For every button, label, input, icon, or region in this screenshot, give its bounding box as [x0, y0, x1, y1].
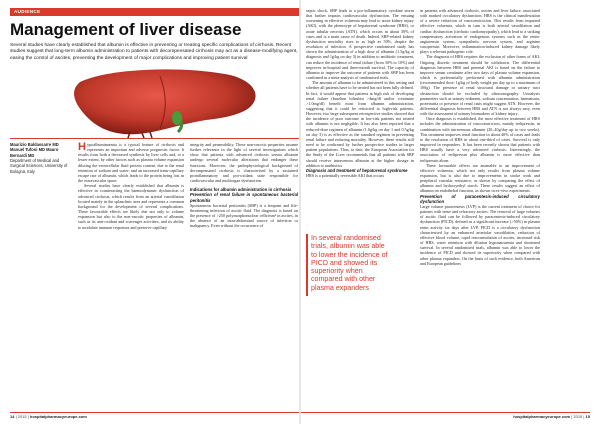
paragraph: The diagnosis of HRS requires the exclusion of other forms of AKI. Ongoing diuretic treatment should be withdrawn. The differential diagnosis between HRS and prerenal AKI is based on the failure to improve serum creatinine after two days of plasma volume expansion, which is preferentially performed with albumin administration (recommended dose: 1g/kg of body weight per day up to a maximum of 100g). The presence of renal structural damage or urinary tract obstruction should be excluded by ultrasonography. Urinalysis parameters such as urinary sediment, sodium concentration, haematuria, proteinuria or presence of renal casts might suggest ATN. However, the differential diagnosis between HRS and ATN is not always easy, even with the assessment of urinary biomarkers of kidney injury. [420, 54, 540, 117]
text-column-1 [78, 142, 184, 404]
subsection-heading: Diagnosis and treatment of hepatorenal syndrome [306, 167, 408, 173]
paragraph: Large volume paracentesis (LVP) is the current treatment of choice for patients with tense and refractory ascites. The removal of large volumes of ascitic fluid can be followed by paracentesis-induced circulatory dysfunction (PICD), defined as a significant increase (>50%) in plasma renin activity six days after LVP. PICD is a circulatory dysfunction characterised by an enhanced arteriolar vasodilation, reduction of effective blood volume, rapid reaccumulation of ascites, increased risk of HRS, water retention with dilution hyponatraemia and shortened survival. In several randomised trials, albumin was able to lower the incidence of PICD and showed its superiority when compared with other plasma expanders. On the basis of such evidence, both American and European guidelines [420, 203, 540, 266]
paragraph: ypoalbuminaemia is a typical feature of cirrhosis and represents an important and adverse prognostic factor. It results from both a decreased synthesis by liver cells and, to a lesser extent, by other factors such as plasma volume expansion diluting the extracellular fluid protein content, due to the renal retention of sodium and water; and an increased trans-capillary escape rate of albumin, which leads to the protein being lost in the extravascular space. [78, 142, 184, 184]
section-heading: Indications for albumin administration in cirrhosis [190, 187, 292, 193]
text-column-4 [420, 8, 540, 410]
footer-left: 14 | 2015 | hospitalpharmacyeurope.com [10, 414, 87, 419]
section-divider [10, 138, 299, 139]
subsection-heading: Prevention of renal failure in spontaneous bacterial peritonitis [190, 192, 298, 203]
pull-quote-text: In several randomised trials, albumin was able to lower the incidence of PICD and showed its superiority when compared with other plasma expanders [311, 234, 388, 292]
paragraph: HRS is a potentially reversible AKI that occurs [306, 173, 385, 178]
paragraph: septic shock, SBP leads to a pro-inflammatory cytokine storm that further impairs cardiovascular dysfunction. The ensuing worsening in effective volaemia may lead to acute kidney injury (AKI), with the phenotype of hepatorenal syndrome (HRS), or acute tubular necrosis (ATN), which occurs in about 30% of cases and is a main cause of death. Indeed, SBP-related kidney dysfunction mortality rises to as high as 50%, despite the resolution of infection. A prospective randomised study has shown the administration of a high dose of albumin (1.5g/kg at diagnosis and 1g/kg on day 3) in addition to antibiotic treatment, can reduce the incidence of renal failure (from 30% to 10%) and improves in-hospital and three-month survival. The capacity of albumin to improve the outcome of patients with SBP has been confirmed in a meta-analysis of randomised trials. [306, 8, 414, 81]
pull-quote [306, 234, 392, 292]
section-tag: AUDIENCE [10, 8, 299, 16]
footer-site-left: hospitalpharmacyeurope.com [29, 414, 87, 419]
text-column-3 [306, 8, 414, 233]
page-number-right: 15 [585, 414, 590, 419]
footer-rule-left [10, 412, 299, 413]
author-names: Maurizio Baldassarre MD Manuel Tufoni MD Mauro Bernardi MD [10, 142, 59, 158]
footer-rule-right [301, 412, 590, 413]
page-number-left: 14 [10, 414, 15, 419]
author-block [10, 142, 72, 174]
paragraph: Several studies have clearly established that albumin is effective in counteracting the haemodynamic dysfunction of advanced cirrhosis, which results from an arterial vasodilation located mainly in the splanchnic area and represents a common background for the development of several complications. These favourable effects are likely due not only to volume expansion but also to the non-oncotic properties of albumin, such as its anti-oxidant and scavenger activities, and its ability to modulate immune responses and preserve capillary [78, 183, 184, 230]
author-affiliation: Department of Medical and Surgical Sciences, University of Bologna, Italy [10, 158, 68, 174]
paragraph: The amount of albumin to be administered in this setting and whether all patients have to be treated has not been fully defined. In fact, it would appear that patients at high risk of developing renal failure (baseline bilirubin >4mg/dl and/or creatinine >1.0mg/dl) benefit most from albumin administration, suggesting that it could be restricted to high-risk patients. However, two large subsequent retrospective studies showed that the incidence of poor outcome in low-risk patients not treated with albumin is not negligible. It has also been reported that a reduced-dose regimen of albumin (1.0g/kg on day 1 and 0.5g/kg on day 3) is as effective as the standard regimen in preventing renal failure and reducing mortality. However, these results still need to be confirmed by further prospective studies in larger patient populations. Thus, to date, the European Association for the Study of the Liver recommends that all patients with SBP should receive intravenous albumin at the higher dosage in addition to antibiotics. [306, 80, 414, 168]
pull-quote-bar [306, 234, 308, 296]
article-title: Management of liver disease [10, 20, 242, 39]
subsection-heading: Prevention of paracentesis-induced circulatory dysfunction [420, 193, 540, 204]
article-standfirst: Several studies have clearly established that albumin is effective in preventing or treating specific complications of cirrhosis. Recent studies suggest that long-term albumin administration to patients with decompensated cirrhosis may act as a disease-modifying agent, easing the control of ascites, preventing the development of major complications and improving patient survival [10, 43, 298, 61]
paragraph: in patients with advanced cirrhosis, ascites and liver failure, associated with marked circulatory dysfunction. HRS is the clinical manifestation of a severe reduction of vasoconstriction. This results from impaired effective volaemia, which in turn is both arterial vasodilation and cardiac dysfunction (cirrhotic cardiomyopathy), which lead to a striking compensatory activation of endogenous systems such as the renin-angiotensin system, sympathetic nervous system, and arginine vasopressin. Moreover, inflammation-induced kidney damage likely plays a relevant pathogenic role. [420, 8, 540, 55]
text-column-2 [190, 142, 298, 412]
liver-icon [10, 62, 299, 138]
paragraph: integrity and permeability. These non-oncotic properties assume further relevance in the light of several investigations which show that patients with advanced cirrhosis serum albumin undergo several molecular alterations that endanger these functions. Moreover, the pathophysiological background of decompensated cirrhosis is characterised by a sustained proinflammatory and pro-oxidant state responsible for cardiovascular and multiorgan dysfunction. [190, 142, 298, 184]
footer-year-right: 2015 [573, 414, 583, 419]
drop-cap: H [78, 142, 86, 153]
footer-site-right: hospitalpharmacyeurope.com [513, 414, 571, 419]
paragraph: These favourable effects are amenable to an improvement of effective volaemia, which not only results from plasma volume expansion, but is also due to improvements in stroke work and peripheral vascular resistance, as shown by comparing the effect of albumin and hydroxyethyl starch. These results suggest an effect of albumin on endothelial function, as shown in ex-vivo experiments. [420, 162, 540, 194]
footer-year-left: 2015 [17, 414, 27, 419]
paragraph: Once diagnosis is established, the most effective treatment of HRS includes the administration of vasoconstrictors, mainly terlipressin, in combination with intravenous albumin (20–40g/day up to two weeks). This treatment improves renal function in about 40% of cases and leads to the resolution of HRS in about one-third of cases. Survival is only improved in responders. It has been recently shown that patients with HRS usually have a very advanced cirrhosis. Interestingly, the association of terlipressin plus albumin is more effective than terlipressin alone. [420, 116, 540, 163]
paragraph: Spontaneous bacterial peritonitis (SBP) is a frequent and life-threatening infection of ascitic fluid. The diagnosis is based on the presence of >250 polymorphonuclear cells/mm³ in ascites, in the absence of an intra-abdominal source of infection or malignancy. Even without the occurrence of [190, 202, 298, 229]
footer-right: hospitalpharmacyeurope.com | 2015 | 15 [513, 414, 590, 419]
liver-illustration [10, 62, 299, 138]
